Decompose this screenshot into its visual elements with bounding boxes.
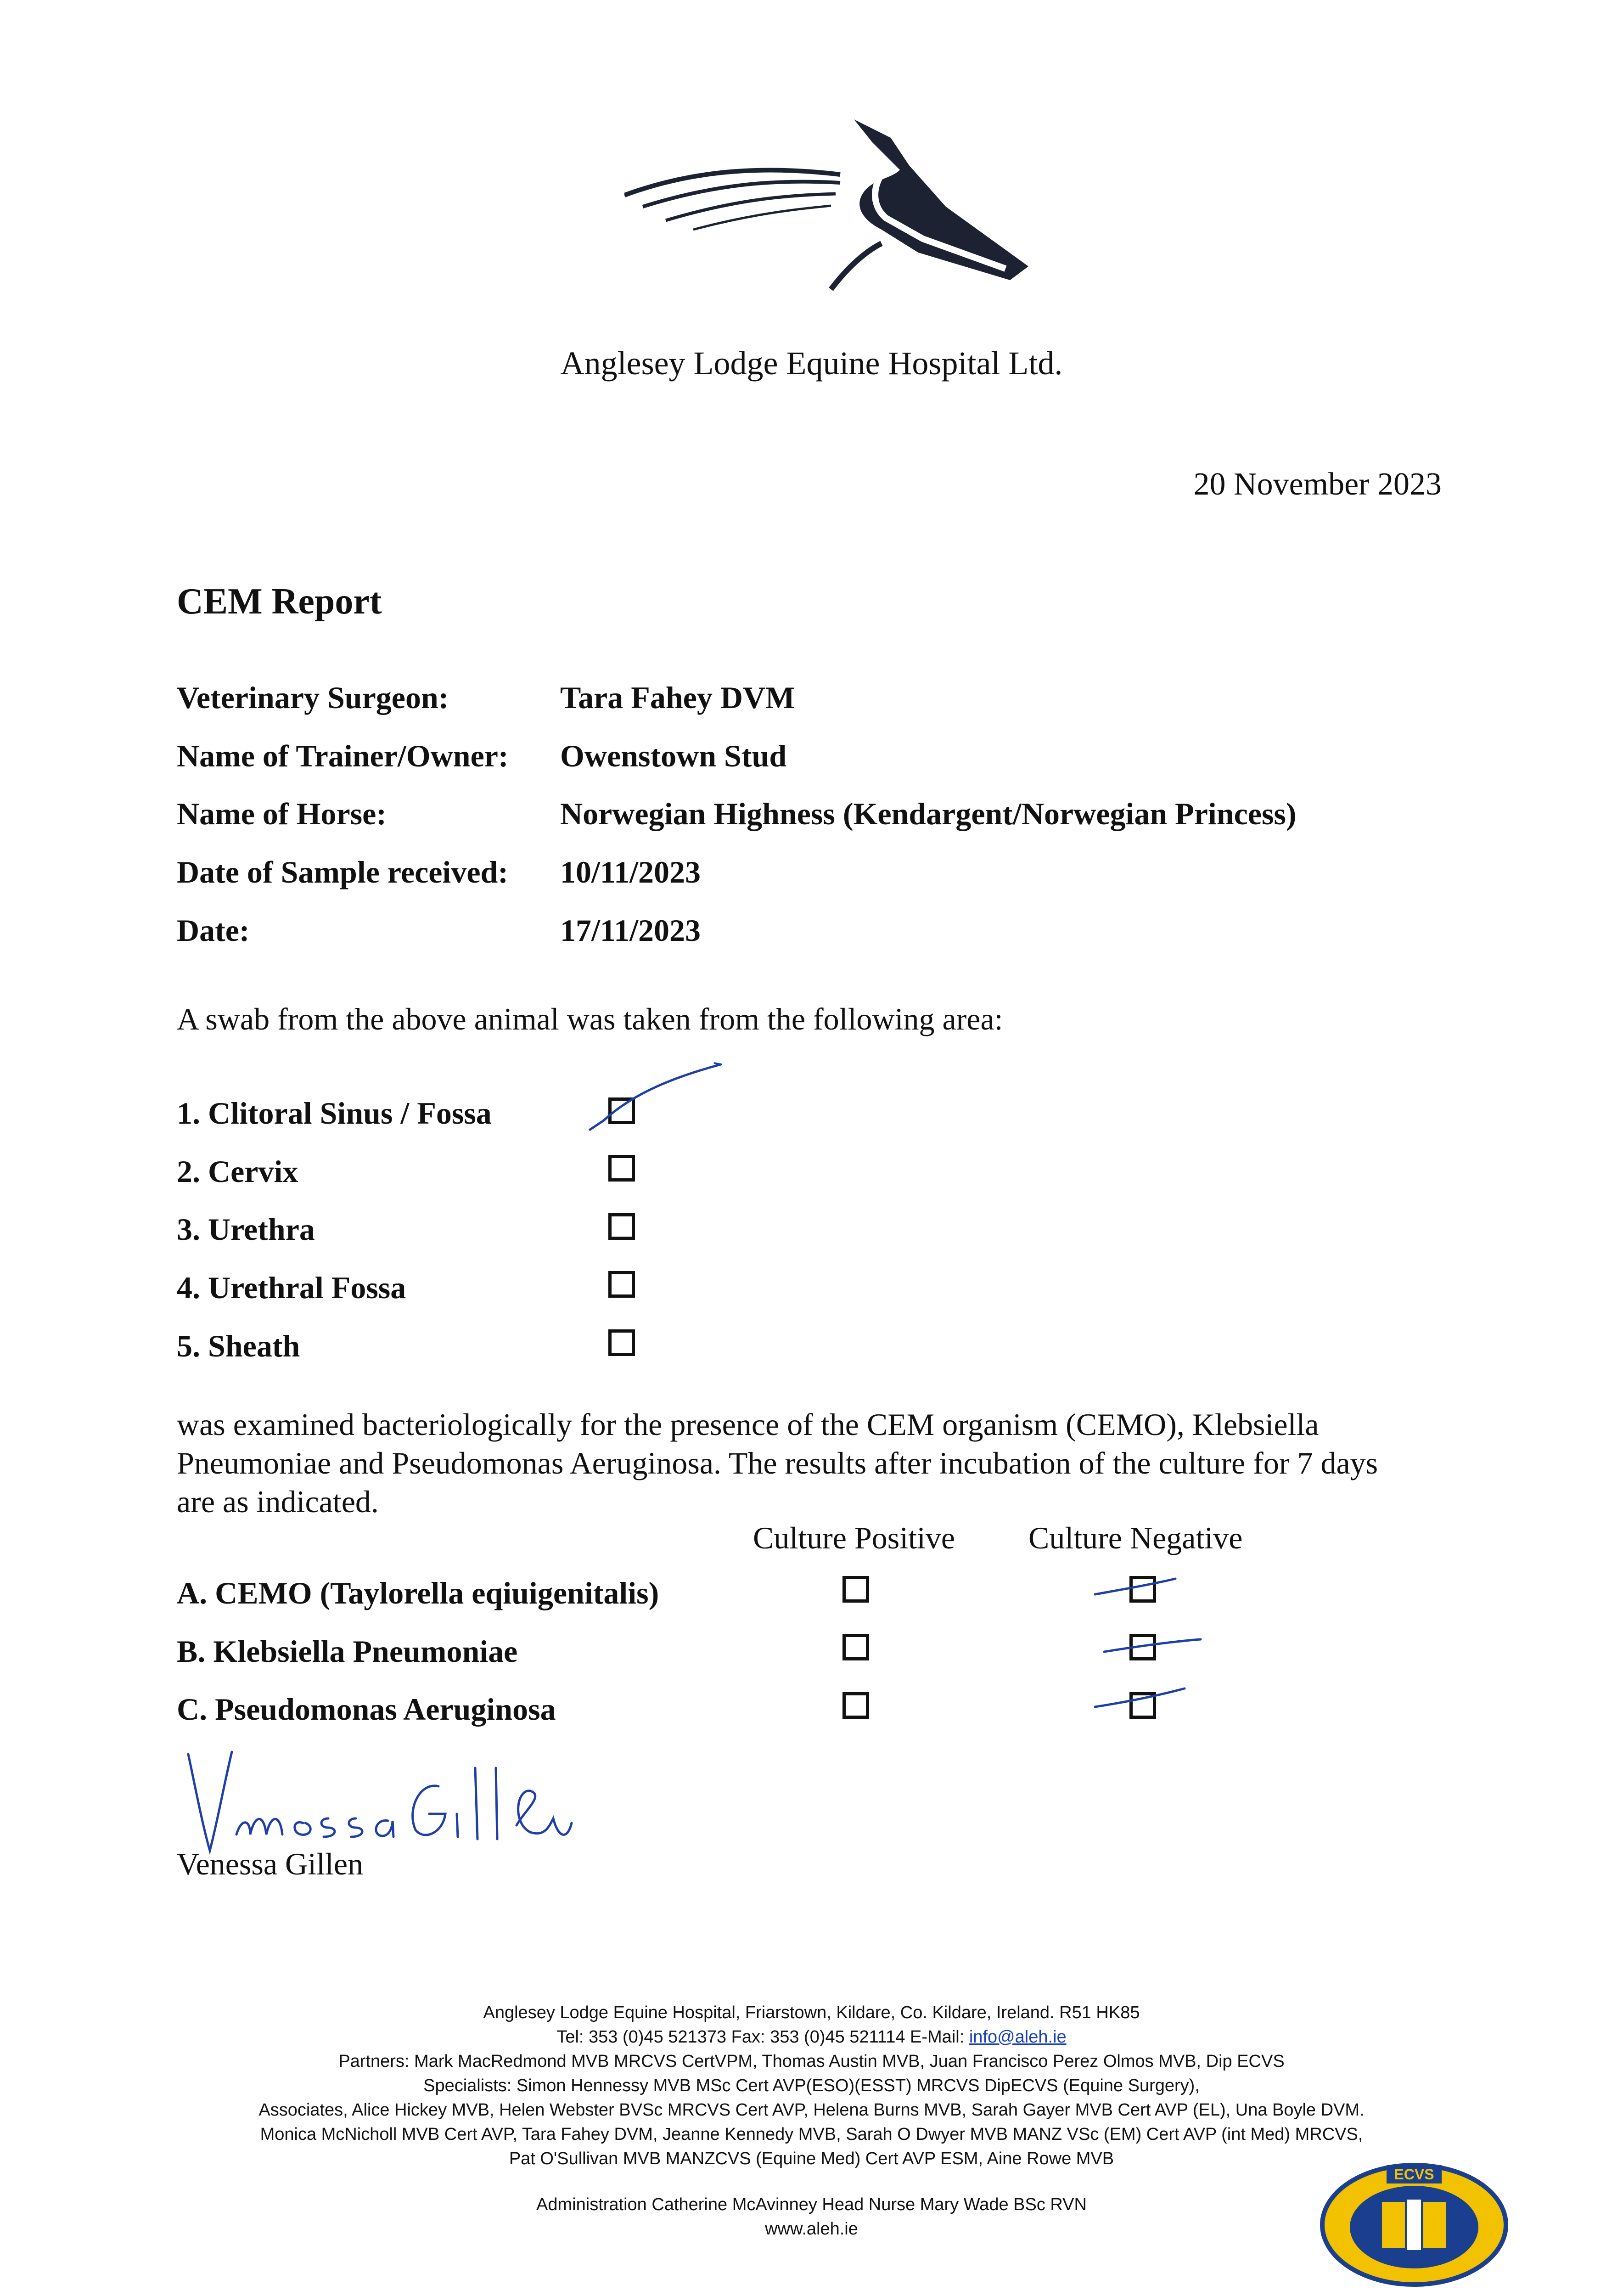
checkbox-urethral-fossa[interactable]	[608, 1271, 635, 1298]
footer-website[interactable]: www.aleh.ie	[765, 2219, 858, 2239]
report-date: 20 November 2023	[1193, 467, 1442, 502]
checkbox-sheath[interactable]	[608, 1329, 635, 1356]
footer-associates-3: Pat O'Sullivan MVB MANZCVS (Equine Med) Cert AVP ESM, Aine Rowe MVB	[509, 2149, 1114, 2168]
checkbox-pseudomonas-positive[interactable]	[842, 1692, 869, 1719]
footer-contact	[0, 2027, 1623, 2047]
column-culture-positive: Culture Positive	[753, 1520, 955, 1555]
detail-value: 17/11/2023	[560, 913, 701, 948]
checkbox-urethra[interactable]	[608, 1213, 635, 1240]
detail-label: Name of Horse:	[177, 796, 387, 831]
swab-area-sheath: 5. Sheath	[177, 1328, 300, 1363]
detail-label: Date of Sample received:	[177, 855, 508, 889]
footer-specialists: Specialists: Simon Hennessy MVB MSc Cert AVP(ESO)(ESST) MRCVS DipECVS (Equine Surgery),	[423, 2076, 1200, 2095]
footer-email-link[interactable]: info@aleh.ie	[969, 2027, 1067, 2047]
detail-label: Date:	[177, 913, 250, 948]
detail-label: Veterinary Surgeon:	[177, 680, 449, 715]
hospital-name: Anglesey Lodge Equine Hospital Ltd.	[560, 345, 1063, 382]
signer-name: Venessa Gillen	[177, 1846, 364, 1881]
footer-address: Anglesey Lodge Equine Hospital, Friarstown, Kildare, Co. Kildare, Ireland. R51 HK85	[483, 2003, 1140, 2022]
result-pseudomonas: C. Pseudomonas Aeruginosa	[177, 1692, 556, 1727]
footer-partners: Partners: Mark MacRedmond MVB MRCVS CertVPM, Thomas Austin MVB, Juan Francisco Perez Olmos MVB, Dip ECVS	[338, 2052, 1285, 2071]
detail-label: Name of Trainer/Owner:	[177, 738, 509, 773]
tick-mark-clitoral-sinus	[583, 1052, 730, 1143]
horse-head-logo-icon	[624, 115, 1038, 298]
swab-area-urethra: 3. Urethra	[177, 1212, 315, 1247]
tick-mark-pseudomonas-negative	[1093, 1678, 1198, 1720]
detail-value: 10/11/2023	[560, 855, 701, 889]
checkbox-klebsiella-positive[interactable]	[842, 1634, 869, 1660]
detail-value: Tara Fahey DVM	[560, 680, 795, 715]
footer-associates-2: Monica McNicholl MVB Cert AVP, Tara Fahey DVM, Jeanne Kennedy MVB, Sarah O Dwyer MVB MANZ VSc (EM) Cert AVP (int Med) MRCVS,	[260, 2125, 1363, 2144]
checkbox-cemo-positive[interactable]	[842, 1576, 869, 1603]
footer-associates-1: Associates, Alice Hickey MVB, Helen Webster BVSc MRCVS Cert AVP, Helena Burns MVB, Sarah Gayer MVB Cert AVP (EL), Una Boyle DVM.	[258, 2100, 1365, 2120]
report-title: CEM Report	[177, 581, 382, 622]
result-cemo: A. CEMO (Taylorella eqiuigenitalis)	[177, 1576, 659, 1610]
swab-area-cervix: 2. Cervix	[177, 1154, 298, 1189]
swab-area-clitoral-sinus: 1. Clitoral Sinus / Fossa	[177, 1096, 492, 1131]
tick-mark-cemo-negative	[1093, 1566, 1185, 1607]
column-culture-negative: Culture Negative	[1028, 1520, 1243, 1555]
detail-value: Owenstown Stud	[560, 738, 787, 773]
swab-area-urethral-fossa: 4. Urethral Fossa	[177, 1270, 406, 1305]
checkbox-cervix[interactable]	[608, 1155, 635, 1182]
results-paragraph: was examined bacteriologically for the presence of the CEM organism (CEMO), Klebsiella Pneumoniae and Pseudomonas Aeruginosa. The results after incubation of the culture for 7 days are as indicated.	[177, 1407, 1378, 1519]
seal-text: ECVS	[1394, 2166, 1434, 2183]
tick-mark-klebsiella-negative	[1102, 1623, 1212, 1665]
footer-admin: Administration Catherine McAvinney Head Nurse Mary Wade BSc RVN	[536, 2195, 1087, 2214]
footer-contact-text: Tel: 353 (0)45 521373 Fax: 353 (0)45 521114 E-Mail:	[556, 2027, 969, 2047]
swab-intro: A swab from the above animal was taken from the following area:	[177, 1002, 1003, 1036]
detail-value: Norwegian Highness (Kendargent/Norwegian Princess)	[560, 796, 1297, 831]
result-klebsiella: B. Klebsiella Pneumoniae	[177, 1634, 518, 1669]
ecvs-seal-icon	[1318, 2158, 1511, 2287]
